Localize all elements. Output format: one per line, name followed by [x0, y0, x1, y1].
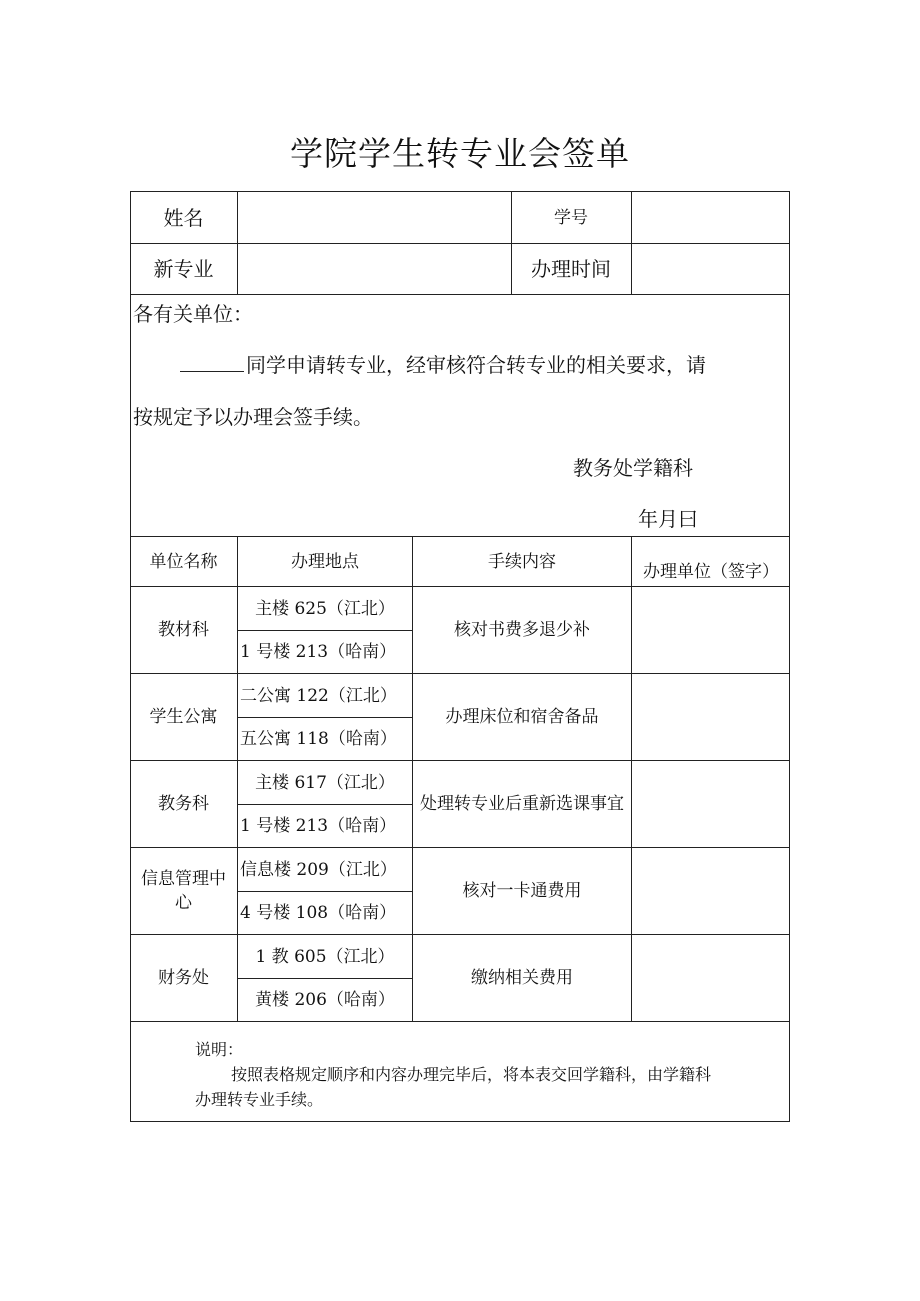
remarks-label: 说明： [195, 1040, 244, 1059]
location-north: 主楼 625（江北） [255, 598, 395, 619]
divider [130, 294, 790, 295]
divider [130, 1021, 790, 1022]
col-header-content: 手续内容 [488, 551, 556, 572]
student-name-blank[interactable] [180, 357, 244, 372]
notice-line1 [180, 349, 706, 378]
notice-line1-text: 同学申请转专业，经审核符合转专业的相关要求，请 [246, 353, 706, 377]
notice-issuer: 教务处学籍科 [573, 456, 693, 480]
unit-name: 教务科 [158, 794, 209, 814]
col-header-location: 办理地点 [291, 551, 359, 572]
new-major-field[interactable] [238, 244, 511, 294]
col-header-signature: 办理单位（签字） [643, 561, 779, 582]
location-north: 信息楼 209（江北） [240, 859, 397, 880]
notice-date: 年月曰 [638, 507, 698, 531]
location-north: 主楼 617（江北） [255, 772, 395, 793]
name-field[interactable] [238, 192, 511, 243]
procedure-content: 核对一卡通费用 [462, 881, 582, 901]
date-field[interactable] [632, 244, 790, 294]
unit-name: 财务处 [158, 968, 209, 988]
notice-line2: 按规定予以办理会签手续。 [133, 405, 373, 429]
date-label: 办理时间 [531, 257, 611, 281]
location-north: 二公寓 122（江北） [240, 685, 397, 706]
location-south: 1 号楼 213（哈南） [240, 642, 397, 662]
procedure-content: 核对书费多退少补 [454, 620, 590, 640]
student-id-label: 学号 [554, 207, 588, 228]
notice-salutation: 各有关单位： [133, 302, 253, 326]
location-south: 五公寓 118（哈南） [240, 729, 397, 749]
location-south: 1 号楼 213（哈南） [240, 816, 397, 836]
signature-field[interactable] [632, 761, 790, 847]
signature-field[interactable] [632, 674, 790, 760]
new-major-label: 新专业 [153, 257, 214, 281]
remarks-text: 按照表格规定顺序和内容办理完毕后，将本表交回学籍科，由学籍科 [231, 1065, 712, 1084]
location-south: 黄楼 206（哈南） [255, 990, 395, 1010]
location-north: 1 教 605（江北） [255, 946, 395, 967]
student-id-field[interactable] [632, 192, 790, 243]
location-south: 4 号楼 108（哈南） [240, 903, 397, 923]
procedure-content: 处理转专业后重新选课事宜 [420, 794, 624, 814]
unit-name: 学生公寓 [149, 707, 218, 727]
col-header-unit: 单位名称 [149, 551, 218, 572]
procedure-content: 缴纳相关费用 [471, 968, 573, 988]
remarks-text-2: 办理转专业手续。 [195, 1090, 324, 1109]
page-title: 学院学生转专业会签单 [290, 134, 630, 173]
signature-field[interactable] [632, 587, 790, 673]
procedure-content: 办理床位和宿舍备品 [445, 707, 599, 727]
signature-field[interactable] [632, 935, 790, 1021]
signature-field[interactable] [632, 848, 790, 934]
name-label: 姓名 [163, 205, 204, 230]
unit-name: 信息管理中心 [141, 869, 226, 913]
unit-name: 教材科 [158, 620, 209, 640]
